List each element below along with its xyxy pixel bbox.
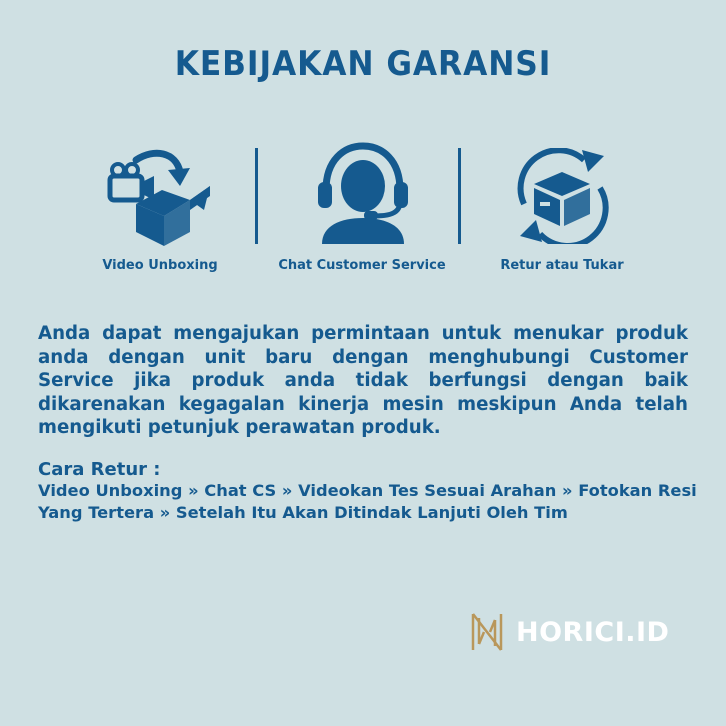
feature-label-return: Retur atau Tukar bbox=[500, 258, 624, 273]
feature-label-video-unboxing: Video Unboxing bbox=[102, 258, 218, 273]
policy-description: Anda dapat mengajukan permintaan untuk menukar produk anda dengan unit baru dengan menghubungi Customer Service jika produk anda tidak berfungsi dengan baik dikarenakan kegagalan kinerja mesin meskipun Anda telah mengikuti petunjuk perawatan produk. bbox=[38, 323, 688, 438]
customer-service-icon bbox=[316, 140, 410, 246]
return-steps-title: Cara Retur : bbox=[38, 459, 161, 480]
feature-label-chat-cs: Chat Customer Service bbox=[278, 258, 446, 273]
horici-logo-icon bbox=[470, 612, 504, 652]
video-unboxing-icon bbox=[106, 146, 214, 248]
divider-left bbox=[255, 148, 258, 244]
brand-name: HORICI.ID bbox=[516, 617, 670, 648]
return-exchange-icon bbox=[512, 148, 612, 244]
page-title: KEBIJAKAN GARANSI bbox=[174, 44, 552, 84]
divider-right bbox=[458, 148, 461, 244]
return-steps-text: Video Unboxing » Chat CS » Videokan Tes Sesuai Arahan » Fotokan Resi Yang Tertera » Setelah Itu Akan Ditindak Lanjuti Oleh Tim bbox=[38, 481, 697, 522]
